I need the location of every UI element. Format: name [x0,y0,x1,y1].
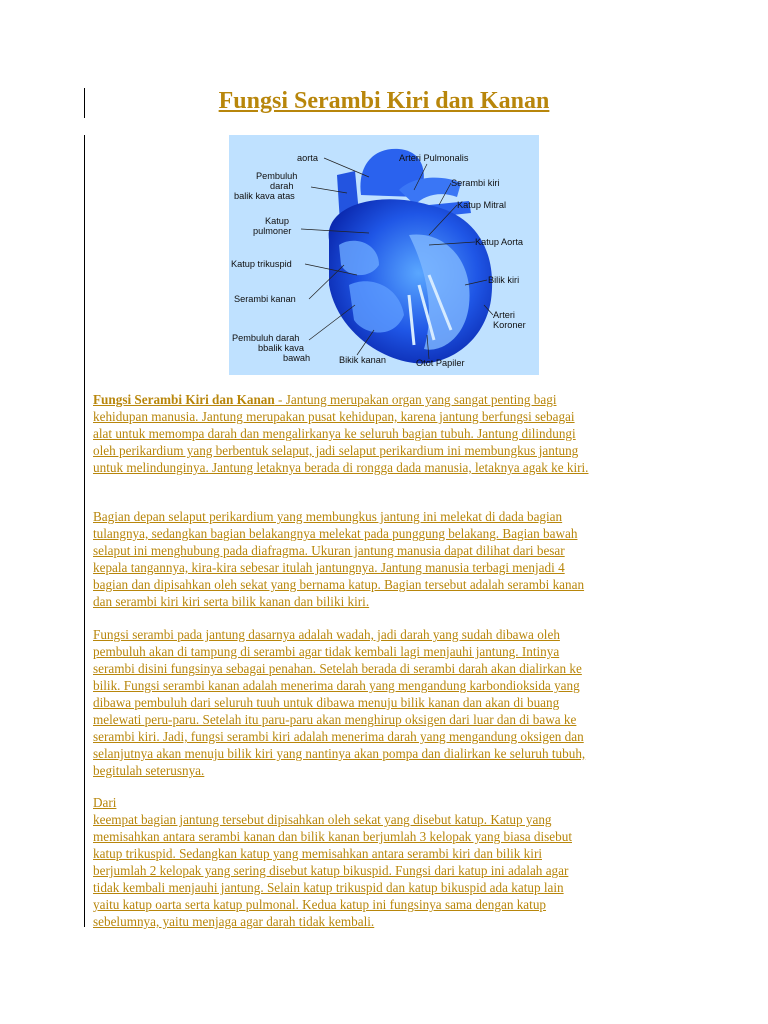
paragraph-2-line-4: kepala tangannya, kira-kira sebesar itulah jantungnya. Jantung manusia terbagi menjadi 4 [93,560,565,575]
paragraph-1-line-3: alat untuk memompa darah dan mengalirkanya ke seluruh bagian tubuh. Jantung dilindungi [93,426,576,441]
label-katup-trikuspid: Katup trikuspid [231,259,292,269]
diagram-labels-left [231,153,319,363]
paragraph-1-line-4: oleh perikardium yang berbentuk selaput, jadi selaput perikardium ini membungkus jantung [93,443,579,458]
paragraph-4-line-6: tidak kembali menjauhi jantung. Selain katup trikuspid dan katup bikuspid ada katup lain [93,880,564,895]
paragraph-2-line-6: dan serambi kiri kiri serta bilik kanan dan biliki kiri. [93,594,370,609]
paragraph-2-line-3: selaput ini menghubung pada diafragma. Ukuran jantung manusia dapat dilihat dari besar [93,543,565,558]
paragraph-4-line-2: keempat bagian jantung tersebut dipisahkan oleh sekat yang disebut katup. Katup yang [93,812,552,827]
paragraph-2 [93,508,678,610]
paragraph-2-line-5: bagian dan dipisahkan oleh sekat yang bernama katup. Bagian tersebut adalah serambi kanan [93,577,585,592]
paragraph-3-line-8: selanjutnya akan menuju bilik kiri yang nantinya akan pompa dan dialirkan ke seluruh tubuh, [93,746,586,761]
page-title: Fungsi Serambi Kiri dan Kanan [218,88,550,114]
label-pembuluh-atas-3: balik kava atas [234,191,295,201]
paragraph-3-line-5: dibawa pembuluh dari seluruh tuuh untuk dibawa menuju bilik kanan dan akan di buang [93,695,560,710]
label-aorta: aorta [297,153,318,163]
label-serambi-kanan: Serambi kanan [234,294,296,304]
label-katup-aorta: Katup Aorta [475,237,524,247]
label-katup-mitral: Katup Mitral [457,200,507,210]
paragraph-3-line-4: bilik. Fungsi serambi kanan adalah menerima darah yang mengandung karbondioksida yang [93,678,580,693]
paragraph-3-line-6: melewati peru-paru. Setelah itu paru-paru akan menghirup oksigen dari luar dan di bawa ke [93,712,577,727]
paragraph-3-line-2: pembuluh akan di tampung di serambi agar tidak kembali lagi menjauhi jantung. Intinya [93,644,560,659]
paragraph-4 [93,794,678,930]
paragraph-4-line-3: memisahkan antara serambi kanan dan bilik kanan berjumlah 3 kelopak yang biasa disebut [93,829,572,844]
paragraph-3-line-3: serambi disini fungsinya sebagai penahan. Setelah berada di serambi darah akan dialirkan ke [93,661,582,676]
paragraph-3-line-9: begitulah seterusnya. [93,763,205,778]
label-arteri-koroner-2: Koroner [493,320,526,330]
paragraph-1-line-2: kehidupan manusia. Jantung merupakan pusat kehidupan, karena jantung berfungsi sebagai [93,409,575,424]
label-arteri-koroner-1: Arteri [493,310,515,320]
heart-illustration [229,135,539,375]
paragraph-1-line-5: untuk melindunginya. Jantung letaknya berada di rongga dada manusia, letaknya agak ke kiri. [93,460,589,475]
paragraph-3-line-1: Fungsi serambi pada jantung dasarnya adalah wadah, jadi darah yang sudah dibawa oleh [93,627,560,642]
label-pembuluh-bawah-3: bawah [283,353,311,363]
label-katup-pulmoner-1: Katup [265,216,290,226]
paragraph-1-line-1: - Jantung merupakan organ yang sangat penting bagi [274,392,557,407]
paragraph-2-line-1: Bagian depan selaput perikardium yang membungkus jantung ini melekat di dada bagian [93,509,563,524]
paragraph-4-line-5: berjumlah 2 kelopak yang sering disebut katup bikuspid. Fungsi dari katup ini adalah agar [93,863,569,878]
paragraph-1-lead: Fungsi Serambi Kiri dan Kanan [93,392,275,407]
paragraph-1 [93,391,678,476]
label-bikik-kanan: Bikik kanan [339,355,386,365]
label-bilik-kiri: Bilik kiri [488,275,520,285]
paragraph-4-line-4: katup trikuspid. Sedangkan katup yang memisahkan antara serambi kiri dan bilik kiri [93,846,542,861]
paragraph-3-line-7: serambi kiri. Jadi, fungsi serambi kiri adalah menerima darah yang mengandung oksigen dan [93,729,584,744]
paragraph-4-line-8: sebelumnya, yaitu menjaga agar darah tidak kembali. [93,914,375,929]
label-arteri-pulmonalis: Arteri Pulmonalis [399,153,469,163]
label-serambi-kiri: Serambi kiri [451,178,500,188]
paragraph-4-line-7: yaitu katup oarta serta katup pulmonal. Kedua katup ini fungsinya sama dengan katup [93,897,547,912]
label-pembuluh-atas-2: darah [270,181,294,191]
paragraph-4-line-1: Dari [93,795,117,810]
paragraph-3 [93,626,678,779]
label-otot-papiler: Otot Papiler [416,358,465,368]
label-pembuluh-bawah-2: bbalik kava [258,343,304,353]
margin-mark-main [84,135,85,927]
heart-diagram [229,135,539,375]
paragraph-2-line-2: tulangnya, sedangkan bagian belakangnya melekat pada punggung belakang. Bagian bawah [93,526,578,541]
label-katup-pulmoner-2: pulmoner [253,226,292,236]
label-pembuluh-atas-1: Pembuluh [256,171,298,181]
label-pembuluh-bawah-1: Pembuluh darah [232,333,300,343]
